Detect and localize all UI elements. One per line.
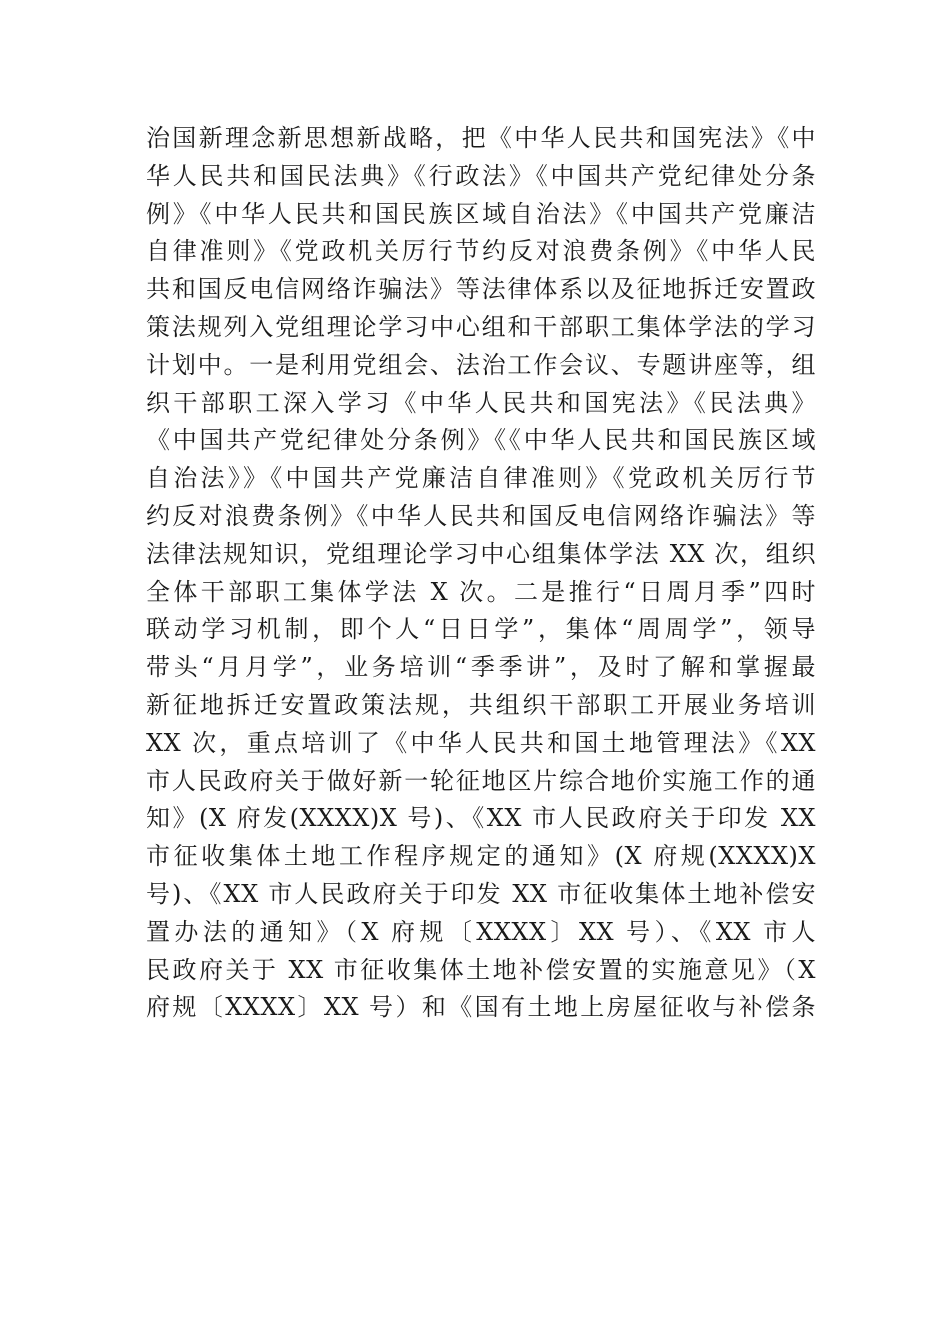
text-line: 自治法》》《中国共产党廉洁自律准则》《党政机关厉行节 bbox=[146, 464, 816, 493]
text-line: 计划中。一是利用党组会、法治工作会议、专题讲座等，组 bbox=[146, 350, 816, 379]
text-line: 自律准则》《党政机关厉行节约反对浪费条例》《中华人民 bbox=[146, 237, 816, 266]
text-line: 带头“月月学”，业务培训“季季讲”，及时了解和掌握最 bbox=[146, 653, 816, 682]
text-line: 民政府关于 XX 市征收集体土地补偿安置的实施意见》（X bbox=[146, 955, 816, 984]
text-line: 织干部职工深入学习《中华人民共和国宪法》《民法典》 bbox=[146, 388, 816, 417]
text-line: 例》《中华人民共和国民族区域自治法》《中国共产党廉洁 bbox=[146, 199, 816, 228]
text-line: 市人民政府关于做好新一轮征地区片综合地价实施工作的通 bbox=[146, 766, 816, 795]
text-line: XX 次，重点培训了《中华人民共和国土地管理法》《XX bbox=[146, 728, 816, 757]
text-line: 治国新理念新思想新战略，把《中华人民共和国宪法》《中 bbox=[146, 124, 816, 152]
text-line: 置办法的通知》（X 府规〔XXXX〕XX 号）、《XX 市人 bbox=[146, 917, 816, 946]
text-line: 知》(X 府发(XXXX)X 号)、《XX 市人民政府关于印发 XX bbox=[146, 804, 816, 833]
text-line: 市征收集体土地工作程序规定的通知》(X 府规(XXXX)X bbox=[146, 842, 816, 871]
body-text bbox=[146, 120, 816, 1027]
text-line: 华人民共和国民法典》《行政法》《中国共产党纪律处分条 bbox=[146, 161, 816, 190]
text-line: 约反对浪费条例》《中华人民共和国反电信网络诈骗法》等 bbox=[146, 501, 816, 530]
text-line: 号)、《XX 市人民政府关于印发 XX 市征收集体土地补偿安 bbox=[146, 879, 816, 908]
text-line: 联动学习机制，即个人“日日学”，集体“周周学”，领导 bbox=[146, 615, 816, 644]
text-line: 法律法规知识，党组理论学习中心组集体学法 XX 次，组织 bbox=[146, 539, 816, 568]
text-line: 策法规列入党组理论学习中心组和干部职工集体学法的学习 bbox=[146, 312, 816, 341]
text-line: 新征地拆迁安置政策法规，共组织干部职工开展业务培训 bbox=[146, 690, 816, 719]
text-line: 共和国反电信网络诈骗法》等法律体系以及征地拆迁安置政 bbox=[146, 275, 816, 304]
text-line: 府规〔XXXX〕XX 号）和《国有土地上房屋征收与补偿条 bbox=[146, 993, 816, 1022]
text-line: 全体干部职工集体学法 X 次。二是推行“日周月季”四时 bbox=[146, 577, 816, 606]
text-line: 《中国共产党纪律处分条例》《《中华人民共和国民族区域 bbox=[146, 426, 816, 455]
